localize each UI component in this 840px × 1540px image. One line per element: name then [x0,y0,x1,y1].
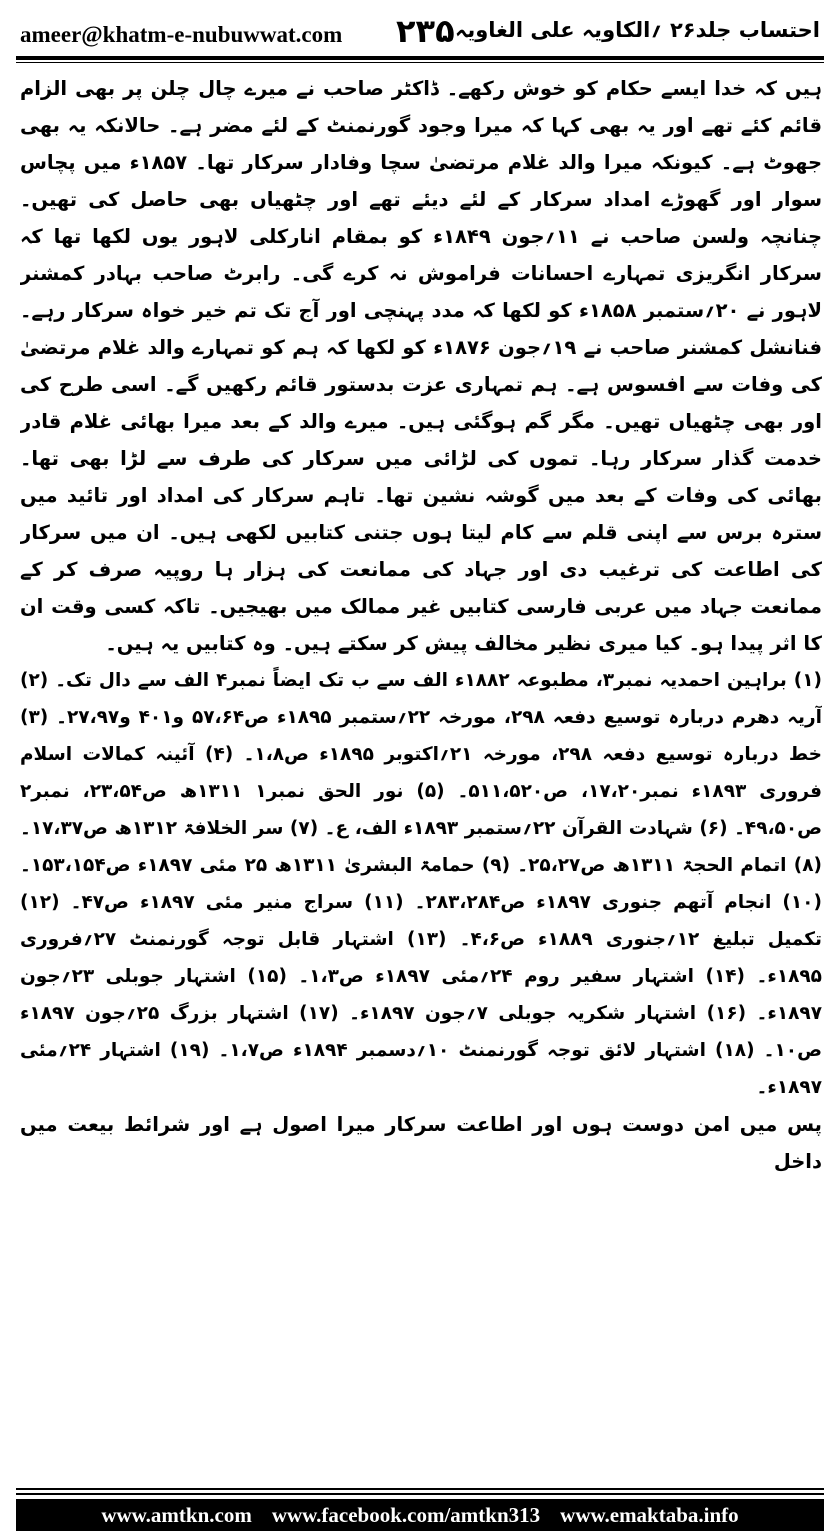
header-rule [16,56,824,60]
closing-line: پس میں امن دوست ہوں اور اطاعت سرکار میرا اصول ہے اور شرائط بیعت میں داخل [20,1113,822,1173]
book-title: احتساب جلد۲۶ ؍الکاویہ علی الغاویہ [455,18,820,42]
intro-paragraph: ہیں کہ خدا ایسے حکام کو خوش رکھے۔ ڈاکٹر صاحب نے میرے چال چلن پر بھی الزام قائم کئے تھے اور یہ بھی کہا کہ میرا وجود گورنمنٹ کے لئے مضر ہے۔ حالانکہ یہ بھی جھوٹ ہے۔ کیونکہ میرا والد غلام مرتضیٰ سچا وفادار سرکار تھا۔ ۱۸۵۷ء میں پچاس سوار اور گھوڑے امداد سرکار کے لئے دیئے تھے اور چٹھیاں بھی حاصل کی تھیں۔ چنانچہ ولسن صاحب نے ۱۱؍جون ۱۸۴۹ء کو بمقام انارکلی لاہور یوں لکھا تھا کہ سرکار انگریزی تمہارے احسانات فراموش نہ کرے گی۔ رابرٹ صاحب بہادر کمشنر لاہور نے ۲۰؍ستمبر ۱۸۵۸ء کو لکھا کہ مدد پہنچی اور آج تک تم خیر خواہ سرکار رہے۔ فنانشل کمشنر صاحب نے ۱۹؍جون ۱۸۷۶ء کو لکھا کہ ہم کو تمہارے والد غلام مرتضیٰ کی وفات سے افسوس ہے۔ ہم تمہاری عزت بدستور قائم رکھیں گے۔ اسی طرح کی اور بھی چٹھیاں تھیں۔ مگر گم ہوگئی ہیں۔ میرے والد کے بعد میرا بھائی غلام قادر خدمت گذار سرکار رہا۔ تموں کی لڑائی میں سرکار کی طرف سے لڑا بھی تھا۔ بھائی کی وفات کے بعد میں گوشہ نشین تھا۔ تاہم سرکار کی امداد اور تائید میں سترہ برس سے اپنی قلم سے کام لیتا ہوں جتنی کتابیں لکھی ہیں۔ ان میں سرکار کی اطاعت کی ترغیب دی اور جہاد کی ممانعت کی ہزار ہا روپیہ صرف کر کے ممانعت جہاد میں عربی فارسی کتابیں غیر ممالک میں بھیجیں۔ تاکہ کسی وقت ان کا اثر پیدا ہو۔ کیا میری نظیر مخالف پیش کر سکتے ہیں۔ وہ کتابیں یہ ہیں۔ [20,77,822,655]
book-list: (۱) براہین احمدیہ نمبر۳، مطبوعہ ۱۸۸۲ء الف سے ب تک ایضاً نمبر۴ الف سے دال تک۔ (۲) آریہ دھرم دربارہ توسیع دفعہ ۲۹۸، مورخہ ۲۲؍ستمبر ۱۸۹۵ء ص۵۷،۶۴ و۴۰۱ و۲۷،۹۷۔ (۳) خط دربارہ توسیع دفعہ ۲۹۸، مورخہ ۲۱؍اکتوبر ۱۸۹۵ء ص۱،۸۔ (۴) آئینہ کمالات اسلام فروری ۱۸۹۳ء نمبر۱۷،۲۰، ص۵۱۱،۵۲۰۔ (۵) نور الحق نمبر۱ ۱۳۱۱ھ ص۲۳،۵۴، نمبر۲ ص۴۹،۵۰۔ (۶) شہادت القرآن ۲۲؍ستمبر ۱۸۹۳ء الف، ع۔ (۷) سر الخلافۃ ۱۳۱۲ھ ص۱۷،۳۷۔ (۸) اتمام الحجۃ ۱۳۱۱ھ ص۲۵،۲۷۔ (۹) حمامۃ البشریٰ ۱۳۱۱ھ ۲۵ مئی ۱۸۹۷ء ص۱۵۳،۱۵۴۔ (۱۰) انجام آتھم جنوری ۱۸۹۷ء ص۲۸۳،۲۸۴۔ (۱۱) سراج منیر مئی ۱۸۹۷ء ص۴۷۔ (۱۲) تکمیل تبلیغ ۱۲؍جنوری ۱۸۸۹ء ص۴،۶۔ (۱۳) اشتہار قابل توجہ گورنمنٹ ۲۷؍فروری ۱۸۹۵ء۔ (۱۴) اشتہار سفیر روم ۲۴؍مئی ۱۸۹۷ء ص۱،۳۔ (۱۵) اشتہار جوبلی ۲۳؍جون ۱۸۹۷ء۔ (۱۶) اشتہار شکریہ جوبلی ۷؍جون ۱۸۹۷ء۔ (۱۷) اشتہار بزرگ ۲۵؍جون ۱۸۹۷ء ص۱۰۔ (۱۸) اشتہار لائق توجہ گورنمنٹ ۱۰؍دسمبر ۱۸۹۴ء ص۱،۷۔ (۱۹) اشتہار ۲۴؍مئی ۱۸۹۷ء۔ [20,670,822,1098]
footer-link-emaktaba[interactable]: www.emaktaba.info [560,1503,739,1527]
footer-bar [16,1499,824,1531]
header-rule-thin [16,62,824,63]
footer-rule-top [16,1488,824,1490]
header-email: ameer@khatm-e-nubuwwat.com [20,22,343,47]
page-body [20,70,822,1450]
footer-link-facebook[interactable]: www.facebook.com/amtkn313 [271,1503,541,1527]
page-header [18,8,822,52]
page-number: ۲۳۵ [396,12,455,50]
footer-link-amtkn[interactable]: www.amtkn.com [101,1503,252,1527]
footer-rule-bottom [16,1493,824,1495]
